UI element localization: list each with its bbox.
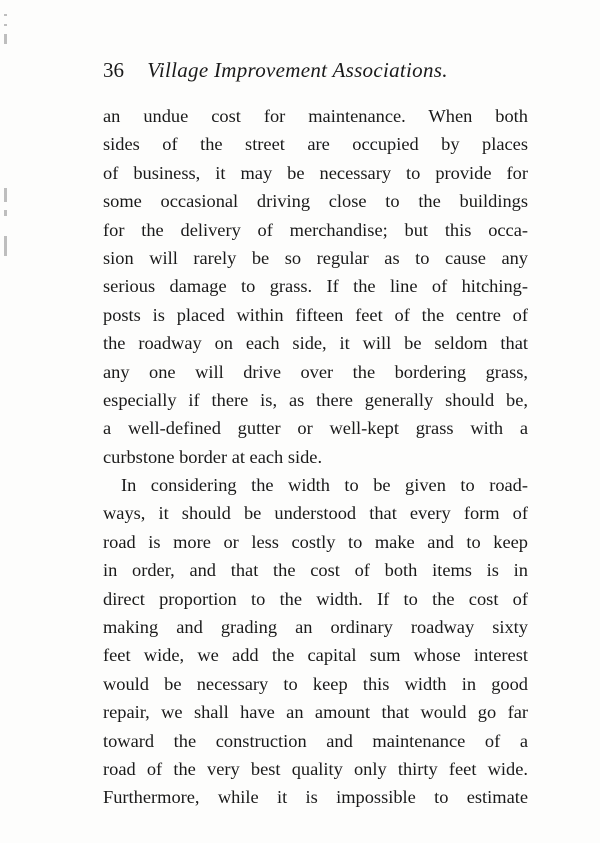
scan-mark <box>4 236 7 256</box>
body-text <box>103 102 528 812</box>
text-line: some occasional driving close to the buildings <box>103 191 528 212</box>
scan-mark <box>4 14 7 16</box>
text-line: a well-defined gutter or well-kept grass with a <box>103 418 528 439</box>
text-line: the roadway on each side, it will be seldom that <box>103 333 528 354</box>
text-line: repair, we shall have an amount that would go far <box>103 702 528 723</box>
text-line: sion will rarely be so regular as to cause any <box>103 247 528 268</box>
text-line: direct proportion to the width. If to the cost of <box>103 588 528 609</box>
paragraph-end-line: curbstone border at each side. <box>103 446 323 467</box>
scan-mark <box>4 188 7 202</box>
text-line: for the delivery of merchandise; but this occa- <box>103 219 528 240</box>
text-line: toward the construction and maintenance of a <box>103 730 528 751</box>
text-line: in order, and that the cost of both items is in <box>103 560 528 581</box>
text-line: feet wide, we add the capital sum whose interest <box>103 645 528 666</box>
page-number: 36 <box>103 58 124 82</box>
text-line: road is more or less costly to make and to keep <box>103 531 528 552</box>
text-line: Furthermore, while it is impossible to estimate <box>103 787 528 808</box>
text-line: of business, it may be necessary to provide for <box>103 162 528 183</box>
running-title: Village Improvement Associations. <box>147 58 448 82</box>
text-line: road of the very best quality only thirty feet wide. <box>103 758 528 779</box>
scan-mark <box>4 34 7 44</box>
scan-mark <box>4 210 7 216</box>
text-line: serious damage to grass. If the line of hitching- <box>103 276 528 297</box>
text-line: especially if there is, as there generally should be, <box>103 389 528 410</box>
text-line: would be necessary to keep this width in good <box>103 673 528 694</box>
text-line: any one will drive over the bordering grass, <box>103 361 528 382</box>
text-line: making and grading an ordinary roadway sixty <box>103 617 528 638</box>
page-header <box>103 58 523 88</box>
text-line: an undue cost for maintenance. When both <box>103 106 528 126</box>
text-line: ways, it should be understood that every form of <box>103 503 528 524</box>
text-line: posts is placed within fifteen feet of the centre of <box>103 304 528 325</box>
paragraph-start-line: In considering the width to be given to road- <box>121 475 528 496</box>
text-line: sides of the street are occupied by places <box>103 134 528 155</box>
scan-mark <box>4 24 7 26</box>
